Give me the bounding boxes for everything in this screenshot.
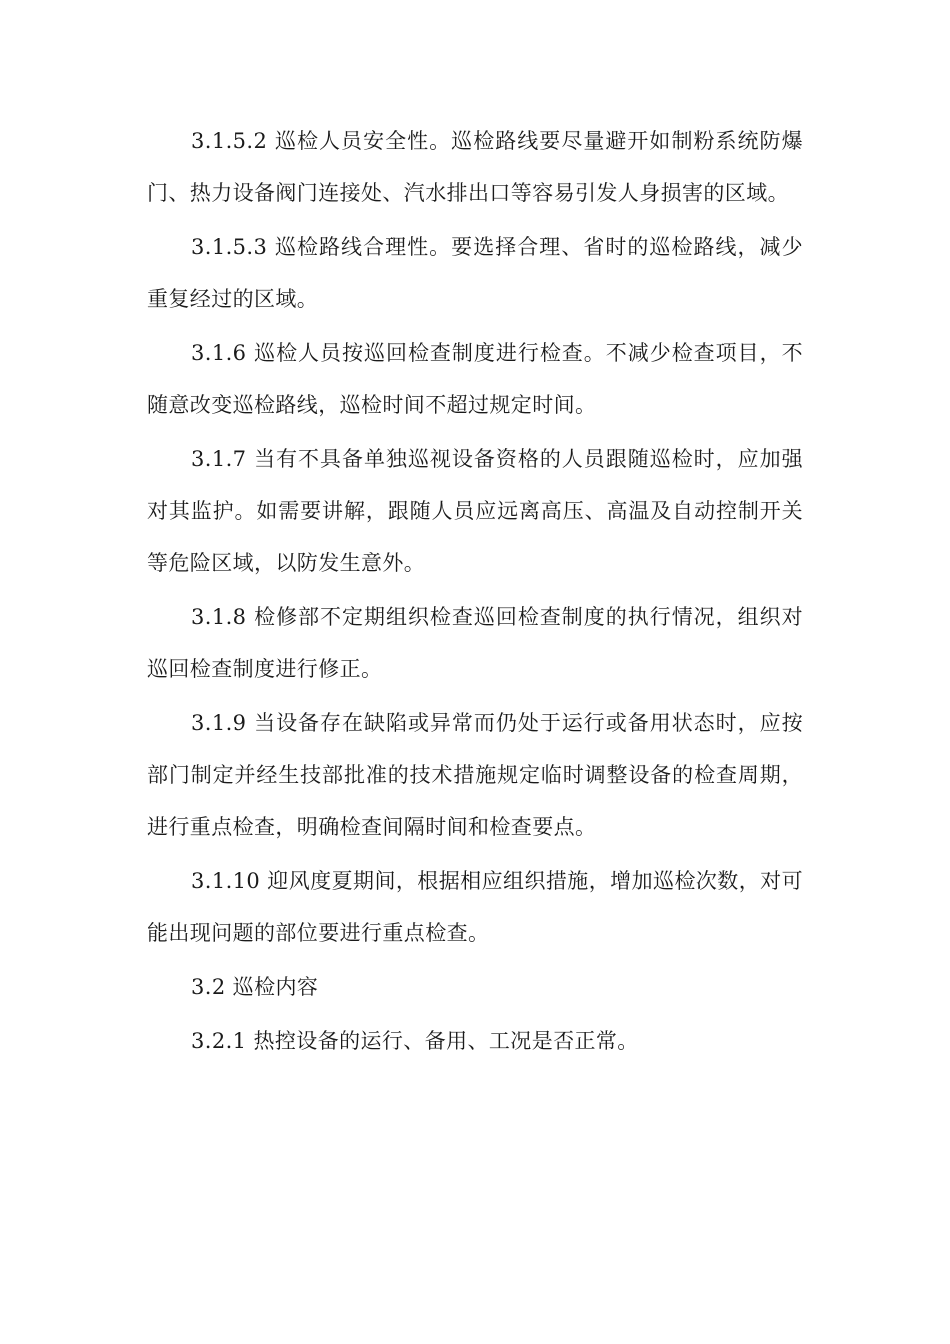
paragraph-3-1-7: 3.1.7 当有不具备单独巡视设备资格的人员跟随巡检时，应加强对其监护。如需要讲解，跟随人员应远离高压、高温及自动控制开关等危险区域，以防发生意外。 bbox=[147, 447, 803, 575]
document-body bbox=[147, 115, 803, 1069]
paragraph-3-1-9: 3.1.9 当设备存在缺陷或异常而仍处于运行或备用状态时，应按部门制定并经生技部批准的技术措施规定临时调整设备的检查周期，进行重点检查，明确检查间隔时间和检查要点。 bbox=[147, 711, 803, 839]
paragraph-3-1-6: 3.1.6 巡检人员按巡回检查制度进行检查。不减少检查项目，不随意改变巡检路线，巡检时间不超过规定时间。 bbox=[147, 341, 803, 417]
paragraph-3-1-8: 3.1.8 检修部不定期组织检查巡回检查制度的执行情况，组织对巡回检查制度进行修正。 bbox=[147, 605, 803, 681]
paragraph-3-1-5-3: 3.1.5.3 巡检路线合理性。要选择合理、省时的巡检路线，减少重复经过的区域。 bbox=[147, 235, 803, 311]
section-heading-3-2: 3.2 巡检内容 bbox=[191, 975, 319, 999]
paragraph-3-1-5-2: 3.1.5.2 巡检人员安全性。巡检路线要尽量避开如制粉系统防爆门、热力设备阀门连接处、汽水排出口等容易引发人身损害的区域。 bbox=[147, 129, 803, 205]
paragraph-3-2-1: 3.2.1 热控设备的运行、备用、工况是否正常。 bbox=[191, 1029, 639, 1053]
paragraph-3-1-10: 3.1.10 迎风度夏期间，根据相应组织措施，增加巡检次数，对可能出现问题的部位要进行重点检查。 bbox=[147, 869, 803, 945]
